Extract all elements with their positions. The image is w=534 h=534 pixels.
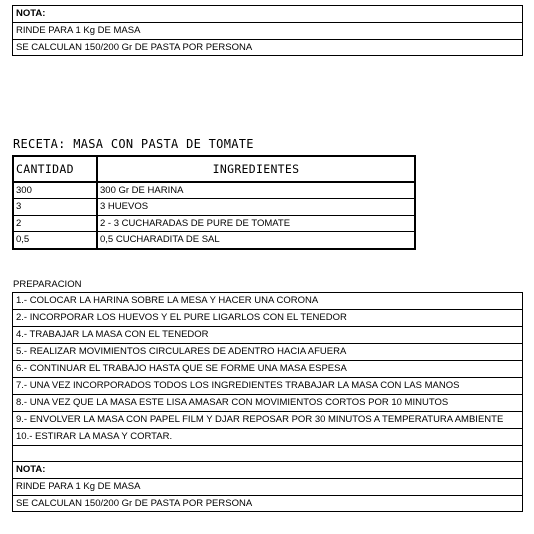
nota-bottom-line2: SE CALCULAN 150/200 Gr DE PASTA POR PERSONA [16, 498, 253, 509]
qty-cell: 0,5 [14, 232, 98, 248]
ingredients-table [12, 155, 416, 250]
ingredient-cell: 3 HUEVOS [100, 201, 149, 213]
nota-top-line1: RINDE PARA 1 Kg DE MASA [13, 23, 522, 40]
ingredients-table-header [14, 157, 414, 183]
nota-bottom-title: NOTA: [13, 462, 522, 479]
list-item: 4.- TRABAJAR LA MASA CON EL TENEDOR [13, 327, 522, 344]
col-cantidad-header: CANTIDAD [14, 157, 98, 181]
table-row [14, 216, 414, 232]
preparacion-title: PREPARACION [13, 279, 82, 290]
qty-cell: 2 [14, 216, 98, 231]
ingredient-cell: 2 - 3 CUCHARADAS DE PURE DE TOMATE [100, 217, 291, 229]
list-item: 10.- ESTIRAR LA MASA Y CORTAR. [16, 431, 173, 442]
nota-top-title: NOTA: [13, 6, 522, 23]
list-item: 1.- COLOCAR LA HARINA SOBRE LA MESA Y HACER UNA CORONA [13, 293, 522, 310]
list-item: 8.- UNA VEZ QUE LA MASA ESTE LISA AMASAR CON MOVIMIENTOS CORTOS POR 10 MINUTOS [13, 395, 522, 412]
table-row [14, 183, 414, 199]
nota-bottom-box [12, 461, 523, 512]
qty-cell: 300 [14, 183, 98, 198]
empty-separator-row [12, 445, 523, 462]
preparacion-steps-box [12, 292, 523, 446]
ingredient-cell: 300 Gr DE HARINA [100, 185, 184, 196]
table-row [14, 232, 414, 248]
nota-bottom-line1: RINDE PARA 1 Kg DE MASA [13, 479, 522, 496]
list-item: 7.- UNA VEZ INCORPORADOS TODOS LOS INGREDIENTES TRABAJAR LA MASA CON LAS MANOS [13, 378, 522, 395]
list-item: 9.- ENVOLVER LA MASA CON PAPEL FILM Y DJAR REPOSAR POR 30 MINUTOS A TEMPERATURA AMBIENTE [13, 412, 522, 429]
table-row [14, 199, 414, 215]
list-item: 6.- CONTINUAR EL TRABAJO HASTA QUE SE FORME UNA MASA ESPESA [13, 361, 522, 378]
list-item: 5.- REALIZAR MOVIMIENTOS CIRCULARES DE ADENTRO HACIA AFUERA [13, 344, 522, 361]
ingredient-cell: 0,5 CUCHARADITA DE SAL [100, 233, 220, 245]
qty-cell: 3 [14, 199, 98, 214]
nota-top-line2: SE CALCULAN 150/200 Gr DE PASTA POR PERSONA [16, 42, 253, 53]
col-ingredientes-header: INGREDIENTES [212, 162, 300, 176]
nota-top-box [12, 5, 523, 56]
recipe-title: RECETA: MASA CON PASTA DE TOMATE [13, 137, 254, 151]
list-item: 2.- INCORPORAR LOS HUEVOS Y EL PURE LIGARLOS CON EL TENEDOR [13, 310, 522, 327]
